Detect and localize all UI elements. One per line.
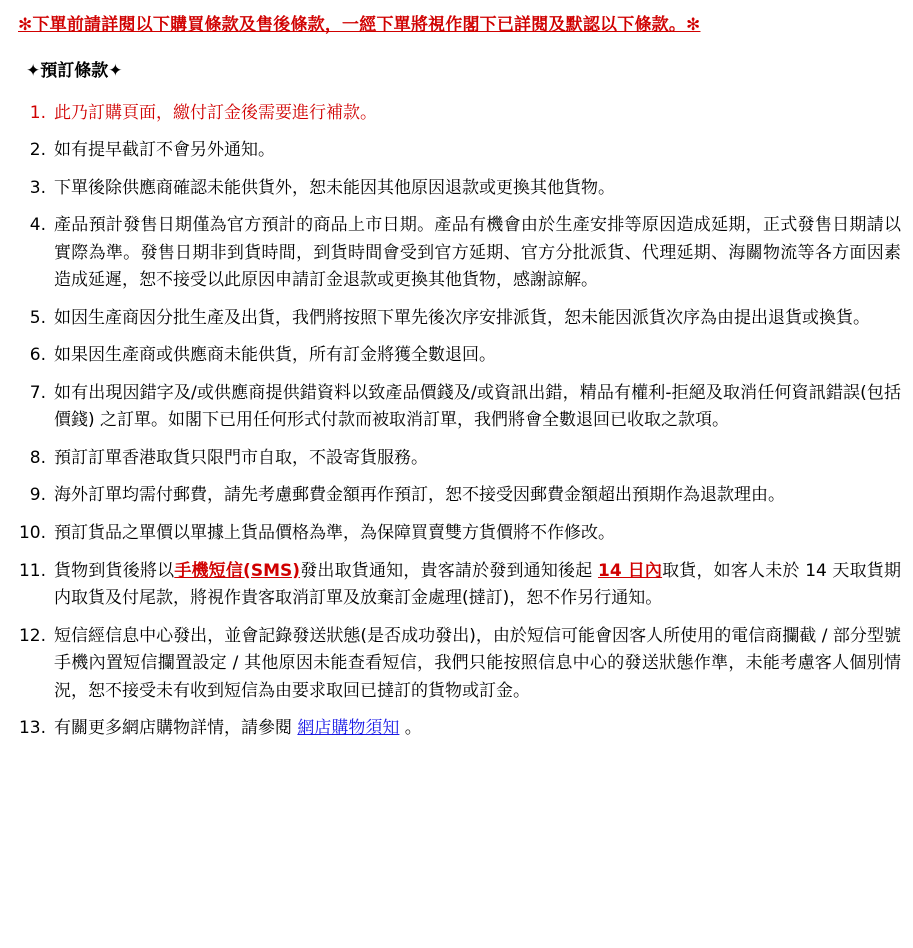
- term-text: 取貨，如客人未於 14 天取貨期内取貨及付尾款，將視作貴客取消訂單及放棄訂金處理(撻訂)，恕不作另行通知。: [54, 560, 901, 609]
- term-item: [12, 305, 901, 333]
- term-item: [12, 715, 901, 743]
- term-item: [12, 482, 901, 510]
- term-emphasis: 手機短信(SMS): [174, 560, 301, 581]
- term-text: 貨物到貨後將以: [54, 560, 175, 581]
- terms-list: [12, 100, 901, 743]
- term-emphasis: 14 日內: [597, 560, 663, 581]
- term-text: 下單後除供應商確認未能供貨外，恕未能因其他原因退款或更換其他貨物。: [54, 177, 615, 198]
- term-text: 產品預計發售日期僅為官方預計的商品上市日期。產品有機會由於生產安排等原因造成延期，正式發售日期請以實際為準。發售日期非到貨時間，到貨時間會受到官方延期、官方分批派貨、代理延期、海關物流等各方面因素造成延遲，恕不接受以此原因申請訂金退款或更換其他貨物，感謝諒解。: [54, 215, 901, 291]
- header-warning-banner: ✻下單前請詳閱以下購買條款及售後條款，一經下單將視作閣下已詳閱及默認以下條款。✻: [18, 15, 701, 35]
- shop-guide-link[interactable]: 網店購物須知: [297, 718, 400, 739]
- term-text: 海外訂單均需付郵費，請先考慮郵費金額再作預訂，恕不接受因郵費金額超出預期作為退款理由。: [54, 485, 785, 506]
- term-item: [12, 175, 901, 203]
- term-text: 預訂訂單香港取貨只限門市自取，不設寄貨服務。: [54, 447, 428, 468]
- term-text: 如果因生產商或供應商未能供貨，所有訂金將獲全數退回。: [54, 345, 496, 366]
- term-text: 如因生產商因分批生產及出貨，我們將按照下單先後次序安排派貨，恕未能因派貨次序為由提出退貨或換貨。: [54, 307, 870, 328]
- term-text: 預訂貨品之單價以單據上貨品價格為準，為保障買賣雙方貨價將不作修改。: [54, 522, 615, 543]
- term-text: 此乃訂購頁面，繳付訂金後需要進行補款。: [54, 102, 377, 123]
- term-text: 發出取貨通知，貴客請於發到通知後起: [300, 560, 598, 581]
- term-text: 如有出現因錯字及/或供應商提供錯資料以致產品價錢及/或資訊出錯，精品有權利-拒絕及取消任何資訊錯誤(包括價錢) 之訂單。如閣下已用任何形式付款而被取消訂單，我們將會全數退回已收取之款項。: [54, 382, 901, 431]
- term-item: [12, 520, 901, 548]
- term-text: 。: [399, 718, 422, 739]
- term-text: 如有提早截訂不會另外通知。: [54, 140, 275, 161]
- term-item: [12, 137, 901, 165]
- term-item: [12, 623, 901, 706]
- term-item: [12, 380, 901, 435]
- term-item: [12, 100, 901, 128]
- section-title-preorder-terms: ✦預訂條款✦: [26, 60, 123, 81]
- term-item: [12, 342, 901, 370]
- term-text: 有關更多網店購物詳情，請參閱: [54, 718, 298, 739]
- term-item: [12, 212, 901, 295]
- term-text: 短信經信息中心發出，並會記錄發送狀態(是否成功發出)，由於短信可能會因客人所使用的電信商攔截 / 部分型號手機內置短信攔置設定 / 其他原因未能查看短信，我們只能按照信息中心的發送狀態作準，未能考慮客人個別情況，恕不接受未有收到短信為由要求取回已撻訂的貨物或訂金。: [54, 625, 901, 701]
- term-item: [12, 445, 901, 473]
- term-item: [12, 558, 901, 613]
